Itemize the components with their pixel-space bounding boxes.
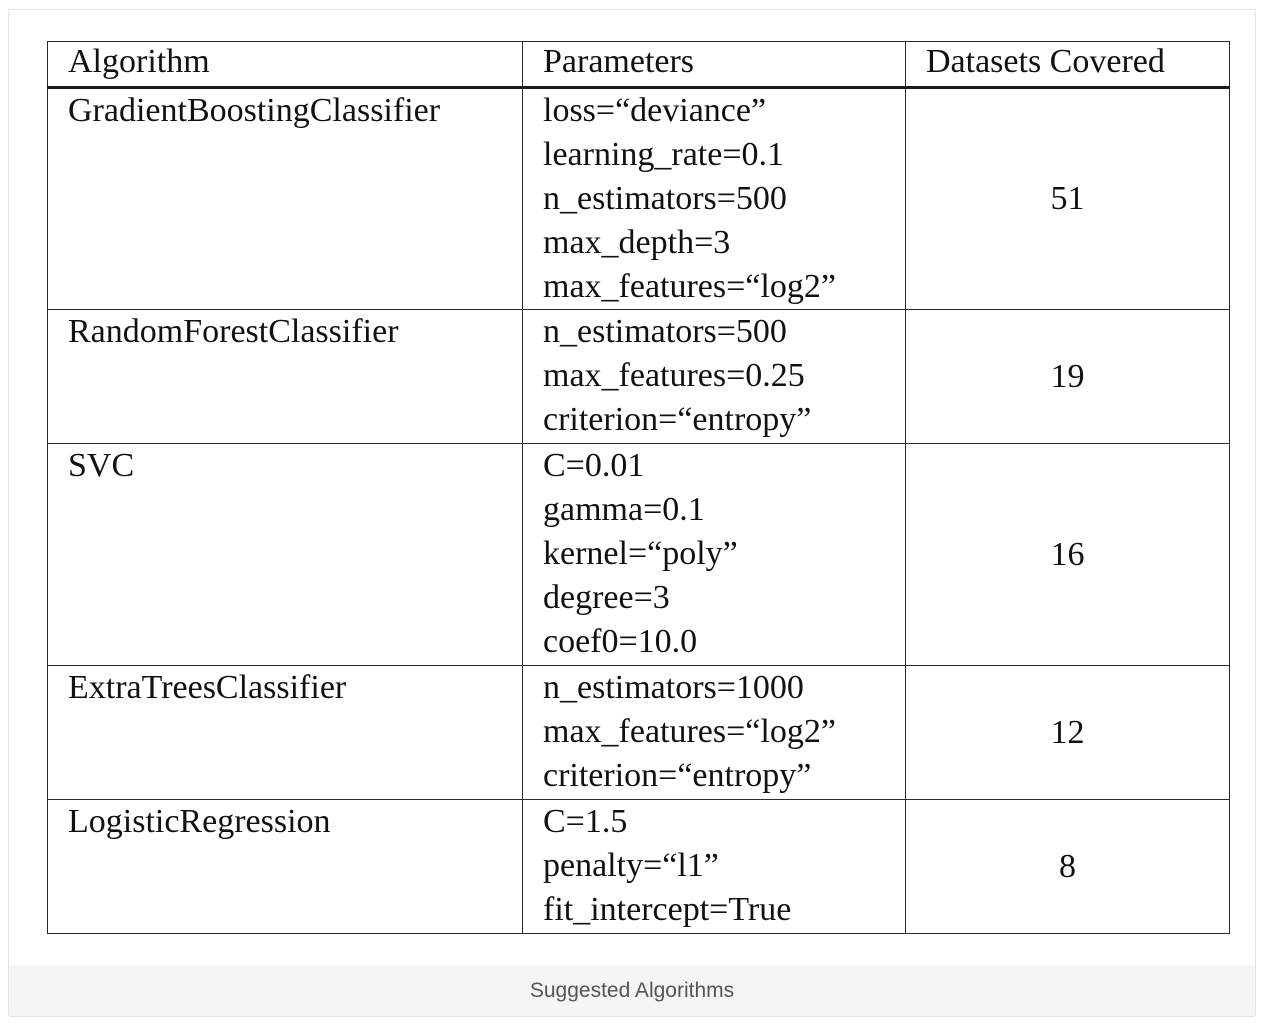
parameters-cell [523, 800, 906, 934]
parameters-cell [523, 88, 906, 310]
algorithm-cell: SVC [48, 444, 523, 666]
header-algorithm: Algorithm [48, 42, 523, 88]
parameter-line: max_depth=3 [543, 224, 731, 261]
parameter-line: C=1.5 [543, 803, 628, 840]
table-row [48, 88, 1230, 310]
parameter-line: C=0.01 [543, 447, 645, 484]
parameter-line: fit_intercept=True [543, 891, 792, 928]
parameter-line: n_estimators=500 [543, 180, 787, 217]
parameter-line: penalty=“l1” [543, 847, 719, 884]
parameter-line: loss=“deviance” [543, 92, 767, 129]
header-datasets-covered: Datasets Covered [906, 42, 1230, 88]
table-row [48, 800, 1230, 934]
table-row [48, 444, 1230, 666]
parameter-line: max_features=“log2” [543, 268, 836, 305]
datasets-covered-cell: 16 [906, 444, 1230, 666]
table-wrapper [47, 41, 1230, 934]
table-header-row [48, 42, 1230, 88]
figure-caption: Suggested Algorithms [529, 979, 735, 1002]
parameter-line: max_features=“log2” [543, 713, 836, 750]
algorithm-cell: ExtraTreesClassifier [48, 666, 523, 800]
parameter-line: n_estimators=1000 [543, 669, 804, 706]
algorithm-cell: RandomForestClassifier [48, 310, 523, 444]
table-row [48, 310, 1230, 444]
parameter-line: n_estimators=500 [543, 313, 787, 350]
parameters-cell [523, 666, 906, 800]
algorithm-cell: LogisticRegression [48, 800, 523, 934]
parameter-line: degree=3 [543, 579, 670, 616]
header-parameters: Parameters [523, 42, 906, 88]
parameter-line: criterion=“entropy” [543, 757, 812, 794]
parameter-line: max_features=0.25 [543, 357, 805, 394]
parameter-line: coef0=10.0 [543, 623, 698, 660]
parameter-line: criterion=“entropy” [543, 401, 812, 438]
parameter-line: learning_rate=0.1 [543, 136, 785, 173]
parameters-cell [523, 310, 906, 444]
algorithm-cell: GradientBoostingClassifier [48, 88, 523, 310]
datasets-covered-cell: 19 [906, 310, 1230, 444]
algorithms-table [47, 41, 1230, 934]
datasets-covered-cell: 12 [906, 666, 1230, 800]
datasets-covered-cell: 8 [906, 800, 1230, 934]
caption-bar [9, 965, 1255, 1017]
datasets-covered-cell: 51 [906, 88, 1230, 310]
parameter-line: kernel=“poly” [543, 535, 738, 572]
table-row [48, 666, 1230, 800]
parameter-line: gamma=0.1 [543, 491, 705, 528]
parameters-cell [523, 444, 906, 666]
figure-card [8, 9, 1256, 1017]
